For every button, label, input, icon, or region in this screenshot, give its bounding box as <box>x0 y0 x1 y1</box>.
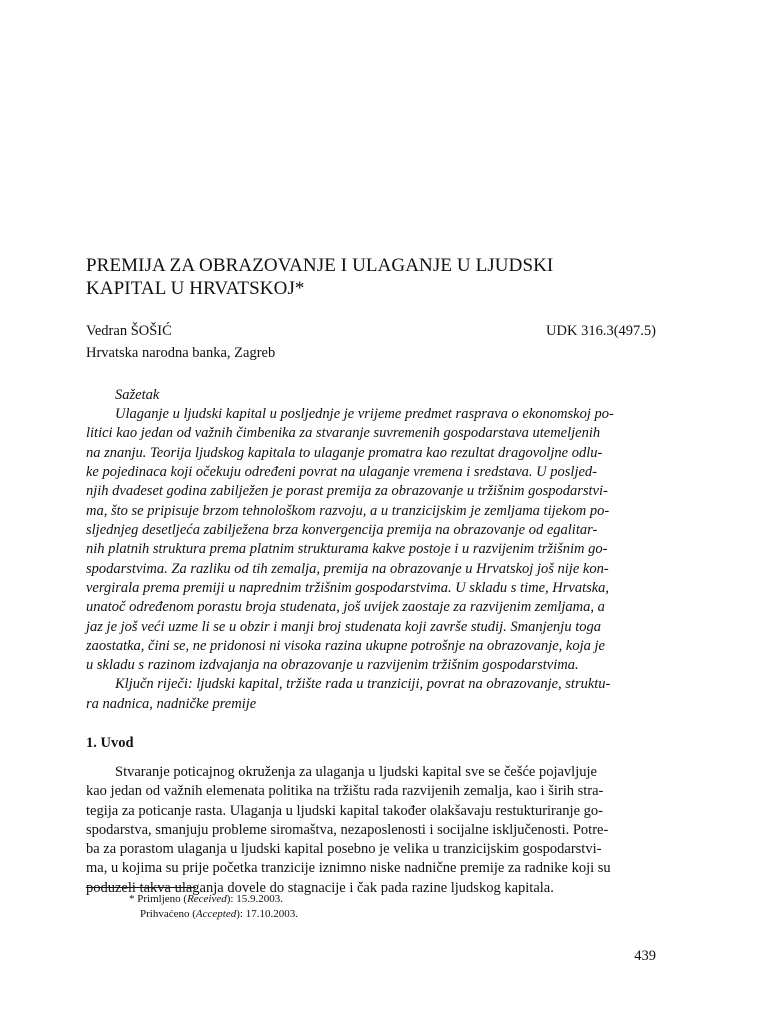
body-line: tegija za poticanje rasta. Ulaganja u ljudski kapital također olakšavaju restukturiranje go- <box>86 802 603 819</box>
section-body <box>86 763 656 898</box>
author-affiliation: Hrvatska narodna banka, Zagreb <box>86 345 276 361</box>
author-name: Vedran ŠOŠIĆ <box>86 323 172 339</box>
abstract-line: ke pojedinaca koji očekuju određeni povrat na ulaganje vremena i sredstava. U posljed- <box>86 464 597 481</box>
section-heading: 1. Uvod <box>86 735 134 751</box>
abstract-line: nih platnih struktura prema platnim strukturama kakve postoje i u razvijenim tržišnim go- <box>86 541 608 558</box>
keywords-line: Ključn riječi: ljudski kapital, tržište rada u tranziciji, povrat na obrazovanje, struktu- <box>115 676 611 692</box>
abstract-line: unatoč određenom porastu broja studenata, još uvijek zaostaje za razvijenim zemljama, a <box>86 599 605 616</box>
footnote-received: * Primljeno (Received): 15.9.2003. <box>129 893 283 905</box>
abstract-line: jaz je još veći uzme li se u obzir i manji broj studenata koji završe studij. Smanjenju toga <box>86 618 601 635</box>
body-line: kao jedan od važnih elemenata politika na tržištu rada razvijenih zemalja, kao i širih stra- <box>86 783 604 800</box>
abstract-line: vergirala prema premiji u naprednim tržišnim gospodarstvima. U skladu s time, Hrvatska, <box>86 580 610 597</box>
abstract-line: litici kao jedan od važnih čimbenika za stvaranje suvremenih gospodarstava utemeljenih <box>86 425 601 442</box>
abstract-line: zaostatka, čini se, ne pridonosi ni visoka razina ukupne potrošnje na obrazovanje, koja je <box>86 638 605 655</box>
abstract-line: ma, što se pripisuje brzom tehnološkom razvoju, a u tranzicijskim je zemljama tijekom po- <box>86 502 610 519</box>
abstract-line: Ulaganje u ljudski kapital u posljednje je vrijeme predmet rasprava o ekonomskoj po- <box>115 406 614 422</box>
footnote-accepted: Prihvaćeno (Accepted): 17.10.2003. <box>140 908 298 920</box>
abstract-line: u skladu s razinom izdvajanja na obrazovanje u razvijenim tržišnim gospodarstvima. <box>86 657 579 674</box>
article-title-line: PREMIJA ZA OBRAZOVANJE I ULAGANJE U LJUDSKI <box>86 255 554 276</box>
page-number: 439 <box>634 948 656 964</box>
abstract-line: na znanju. Teorija ljudskog kapitala to ulaganje promatra kao rezultat dragovoljne odlu- <box>86 444 603 461</box>
footnotes <box>129 892 298 922</box>
abstract-heading: Sažetak <box>115 387 160 403</box>
footnote-divider <box>86 887 196 888</box>
body-line: Stvaranje poticajnog okruženja za ulaganja u ljudski kapital sve se češće pojavljuje <box>115 764 597 780</box>
keywords-line: ra nadnica, nadničke premije <box>86 695 257 712</box>
abstract-line: njih dvadeset godina zabilježen je porast premija za obrazovanje u tržišnim gospodarstvi- <box>86 483 608 500</box>
keywords <box>86 675 656 714</box>
body-line: spodarstva, smanjuju probleme siromaštva, nezaposlenosti i socijalne isključenosti. Potre- <box>86 821 609 838</box>
abstract-line: spodarstvima. Za razliku od tih zemalja, premija na obrazovanje u Hrvatskoj još nije kon- <box>86 560 609 577</box>
udk-code: UDK 316.3(497.5) <box>546 323 656 339</box>
body-line: ma, u kojima su prije početka tranzicije iznimno niske nadnične premije za radnike koji su <box>86 860 611 877</box>
body-line: ba za porastom ulaganja u ljudski kapital posebno je velika u tranzicijskim gospodarstvi- <box>86 841 602 858</box>
abstract-line: sljednjeg desetljeća zabilježena brza konvergencija premija na obrazovanje od egalitar- <box>86 522 598 539</box>
article-title <box>86 254 666 300</box>
body-line: poduzeli takva ulaganja dovele do stagnacije i čak pada razine ljudskog kapitala. <box>86 879 554 896</box>
abstract-text <box>86 405 656 676</box>
article-title-line: KAPITAL U HRVATSKOJ* <box>86 278 305 299</box>
